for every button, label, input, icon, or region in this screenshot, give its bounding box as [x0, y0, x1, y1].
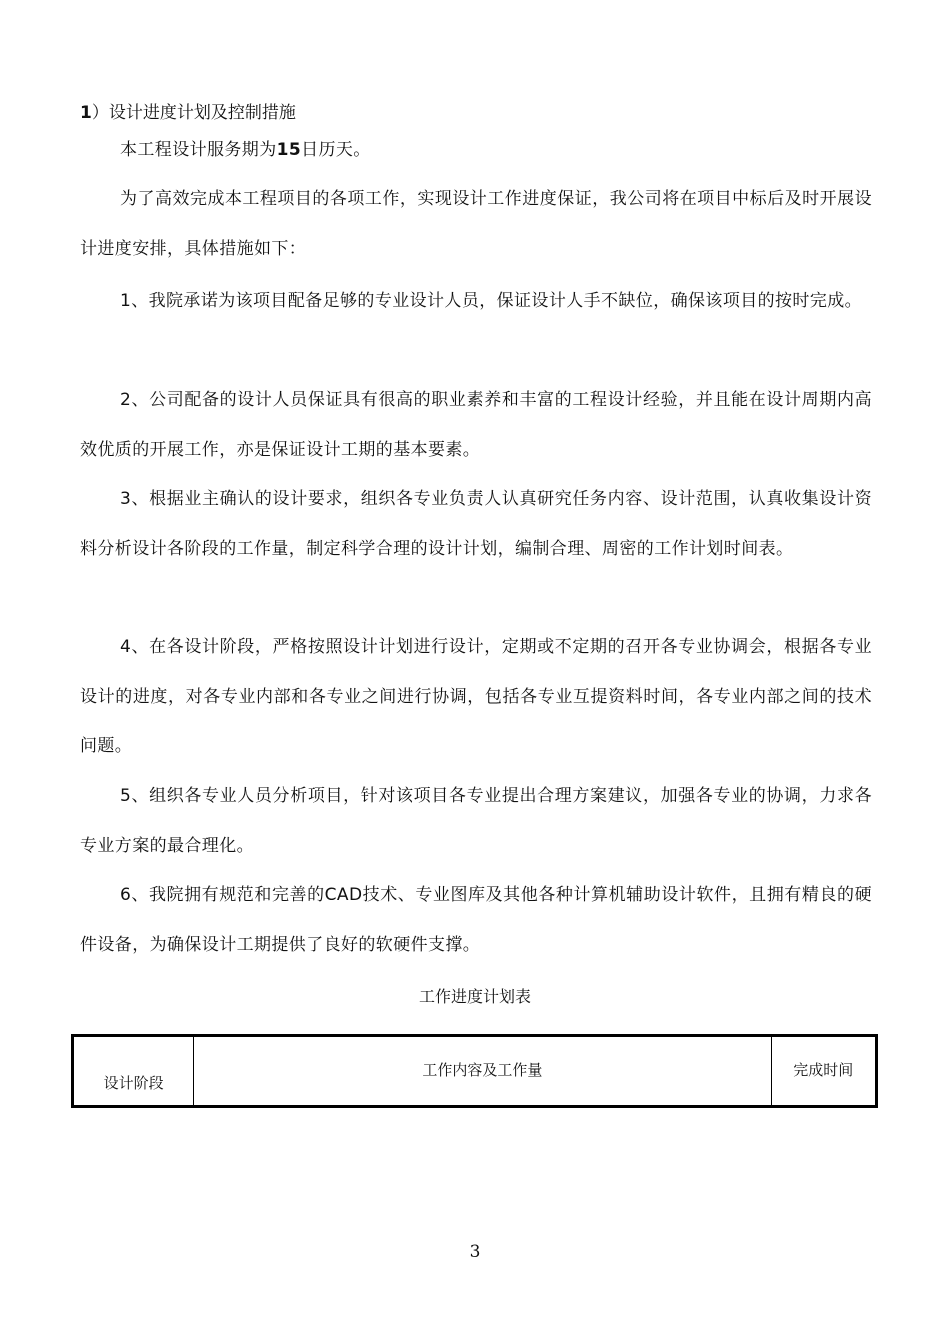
- measure-1: 1、我院承诺为该项目配备足够的专业设计人员，保证设计人手不缺位，确保该项目的按时完成。: [120, 291, 863, 311]
- measure-3: 3、根据业主确认的设计要求，组织各专业负责人认真研究任务内容、设计范围，认真收集设计资料分析设计各阶段的工作量，制定科学合理的设计计划，编制合理、周密的工作计划时间表。: [80, 489, 872, 559]
- header-time: 完成时间: [771, 1036, 876, 1107]
- service-period-days: 15: [276, 140, 302, 160]
- schedule-table: [71, 1034, 878, 1108]
- header-stage: 设计阶段: [73, 1036, 194, 1107]
- header-content: 工作内容及工作量: [194, 1036, 771, 1107]
- measure-6: 6、我院拥有规范和完善的CAD技术、专业图库及其他各种计算机辅助设计软件，且拥有精良的硬件设备，为确保设计工期提供了良好的软硬件支撑。: [80, 885, 872, 955]
- table-title: 工作进度计划表: [418, 987, 531, 1006]
- measure-2: 2、公司配备的设计人员保证具有很高的职业素养和丰富的工程设计经验，并且能在设计周期内高效优质的开展工作，亦是保证设计工期的基本要素。: [80, 390, 872, 460]
- service-period-text: 本工程设计服务期为: [120, 140, 277, 160]
- section-title: ）设计进度计划及控制措施: [91, 103, 296, 123]
- section-heading: [80, 101, 296, 125]
- measure-4: 4、在各设计阶段，严格按照设计计划进行设计，定期或不定期的召开各专业协调会，根据各专业设计的进度，对各专业内部和各专业之间进行协调，包括各专业互提资料时间，各专业内部之间的技术问题。: [80, 637, 872, 756]
- table-header-row: [73, 1036, 877, 1107]
- intro-paragraph: 为了高效完成本工程项目的各项工作，实现设计工作进度保证，我公司将在项目中标后及时开展设计进度安排，具体措施如下：: [80, 189, 872, 259]
- service-period-unit: 日历天。: [301, 140, 371, 160]
- page-number: 3: [469, 1242, 481, 1262]
- service-period-paragraph: [80, 126, 872, 176]
- measure-5: 5、组织各专业人员分析项目，针对该项目各专业提出合理方案建议，加强各专业的协调，力求各专业方案的最合理化。: [80, 786, 872, 856]
- section-number: 1: [80, 103, 92, 123]
